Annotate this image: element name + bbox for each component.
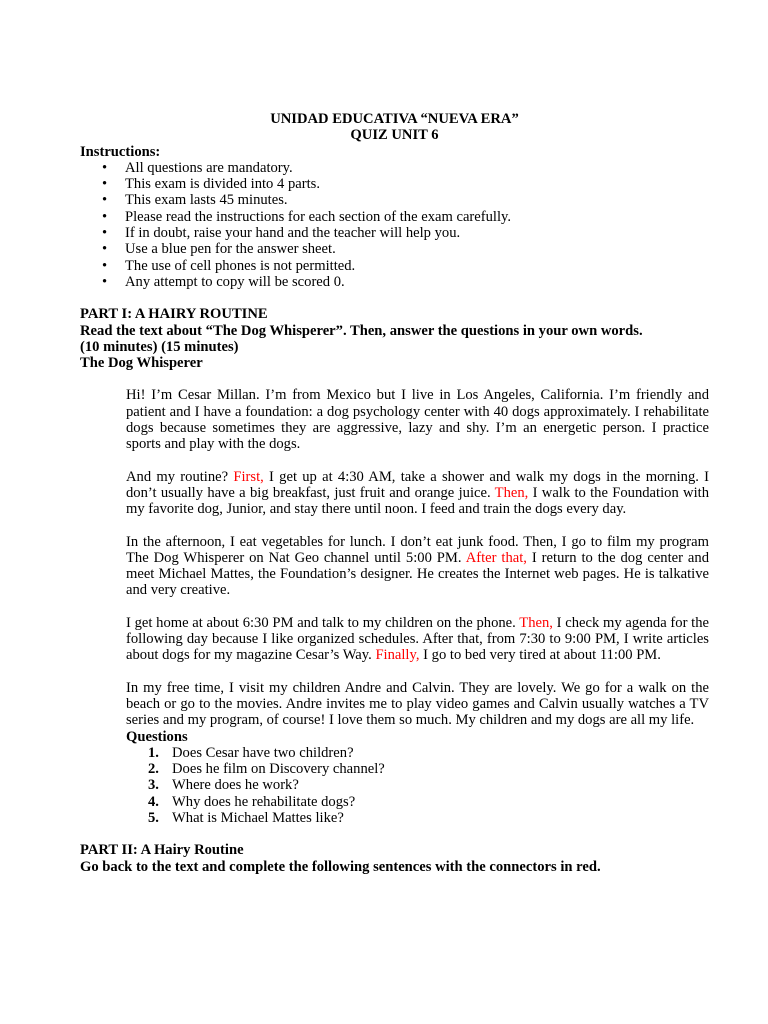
questions-list <box>126 745 709 826</box>
instruction-item: • Any attempt to copy will be scored 0. <box>102 273 345 290</box>
connector-after-that: After that, <box>465 549 527 566</box>
connector-then: Then, <box>494 484 529 501</box>
bullet-icon: • <box>102 159 108 176</box>
instructions-title: Instructions: <box>80 143 161 160</box>
bullet-icon: • <box>102 257 108 274</box>
paragraph-intro: Hi! I’m Cesar Millan. I’m from Mexico but I live in Los Angeles, California. I’m friendly and patient and I have a foundation: a dog psychology center with 40 dogs approximately. I rehabilitate dogs because sometimes they are aggressive, lazy and shy. I’m an energetic person. I practice sports and play with the dogs. <box>126 387 709 453</box>
instruction-item: • Please read the instructions for each section of the exam carefully. <box>102 208 512 225</box>
instruction-item: • The use of cell phones is not permitted. <box>102 257 356 274</box>
text-title: The Dog Whisperer <box>80 355 203 372</box>
part1-title: PART I: A HAIRY ROUTINE <box>80 306 268 323</box>
instruction-item: • This exam lasts 45 minutes. <box>102 192 288 209</box>
bullet-icon: • <box>102 273 108 290</box>
part2-title: PART II: A Hairy Routine <box>80 842 244 859</box>
bullet-icon: • <box>102 241 108 258</box>
school-name: UNIDAD EDUCATIVA “NUEVA ERA” <box>270 111 519 127</box>
connector-then: Then, <box>519 614 553 631</box>
questions-title: Questions <box>126 728 188 745</box>
bullet-icon: • <box>102 208 108 225</box>
bullet-icon: • <box>102 225 108 242</box>
bullet-icon: • <box>102 176 108 193</box>
question-item: 1. Does Cesar have two children? <box>148 744 354 761</box>
bullet-icon: • <box>102 192 108 209</box>
document-page <box>80 111 709 875</box>
connector-finally: Finally, <box>375 647 420 664</box>
paragraph-free-time: In my free time, I visit my children Andre and Calvin. They are lovely. We go for a walk on the beach or go to the movies. Andre invites me to play video games and Calvin usually watches a TV series and my program, of course! I love them so much. My children and my dogs are all my life. <box>126 679 709 729</box>
instructions-list <box>80 160 709 290</box>
question-item: 4. Why does he rehabilitate dogs? <box>148 793 356 810</box>
connector-first: First, <box>233 468 264 485</box>
quiz-title: QUIZ UNIT 6 <box>350 127 439 144</box>
paragraph-morning: And my routine? First, I get up at 4:30 AM, take a shower and walk my dogs in the morning. I don’t usually have a big breakfast, just fruit and orange juice. Then, I walk to the Foundation with my favorite dog, Junior, and stay there until noon. I feed and train the dogs every day. <box>126 468 710 518</box>
paragraph-afternoon: In the afternoon, I eat vegetables for lunch. I don’t eat junk food. Then, I go to film my program The Dog Whisperer on Nat Geo channel until 5:00 PM. After that, I return to the dog center and meet Michael Mattes, the Foundation’s designer. He creates the Internet web pages. He is talkative and very creative. <box>126 533 709 599</box>
instruction-item: • This exam is divided into 4 parts. <box>102 176 320 193</box>
question-item: 3. Where does he work? <box>148 777 299 794</box>
part2-instruction: Go back to the text and complete the following sentences with the connectors in red. <box>80 858 601 875</box>
paragraph-evening: I get home at about 6:30 PM and talk to my children on the phone. Then, I check my agenda for the following day because I like organized schedules. After that, from 7:30 to 9:00 PM, I write articles about dogs for my magazine Cesar’s Way. Finally, I go to bed very tired at about 11:00 PM. <box>126 614 709 664</box>
instruction-item: • If in doubt, raise your hand and the teacher will help you. <box>102 225 461 242</box>
question-item: 2. Does he film on Discovery channel? <box>148 761 385 778</box>
instruction-item: • All questions are mandatory. <box>102 159 293 176</box>
part1-instruction: Read the text about “The Dog Whisperer”. Then, answer the questions in your own words. <box>80 322 643 339</box>
question-item: 5. What is Michael Mattes like? <box>148 809 344 826</box>
part1-time: (10 minutes) (15 minutes) <box>80 338 239 355</box>
instruction-item: • Use a blue pen for the answer sheet. <box>102 241 336 258</box>
